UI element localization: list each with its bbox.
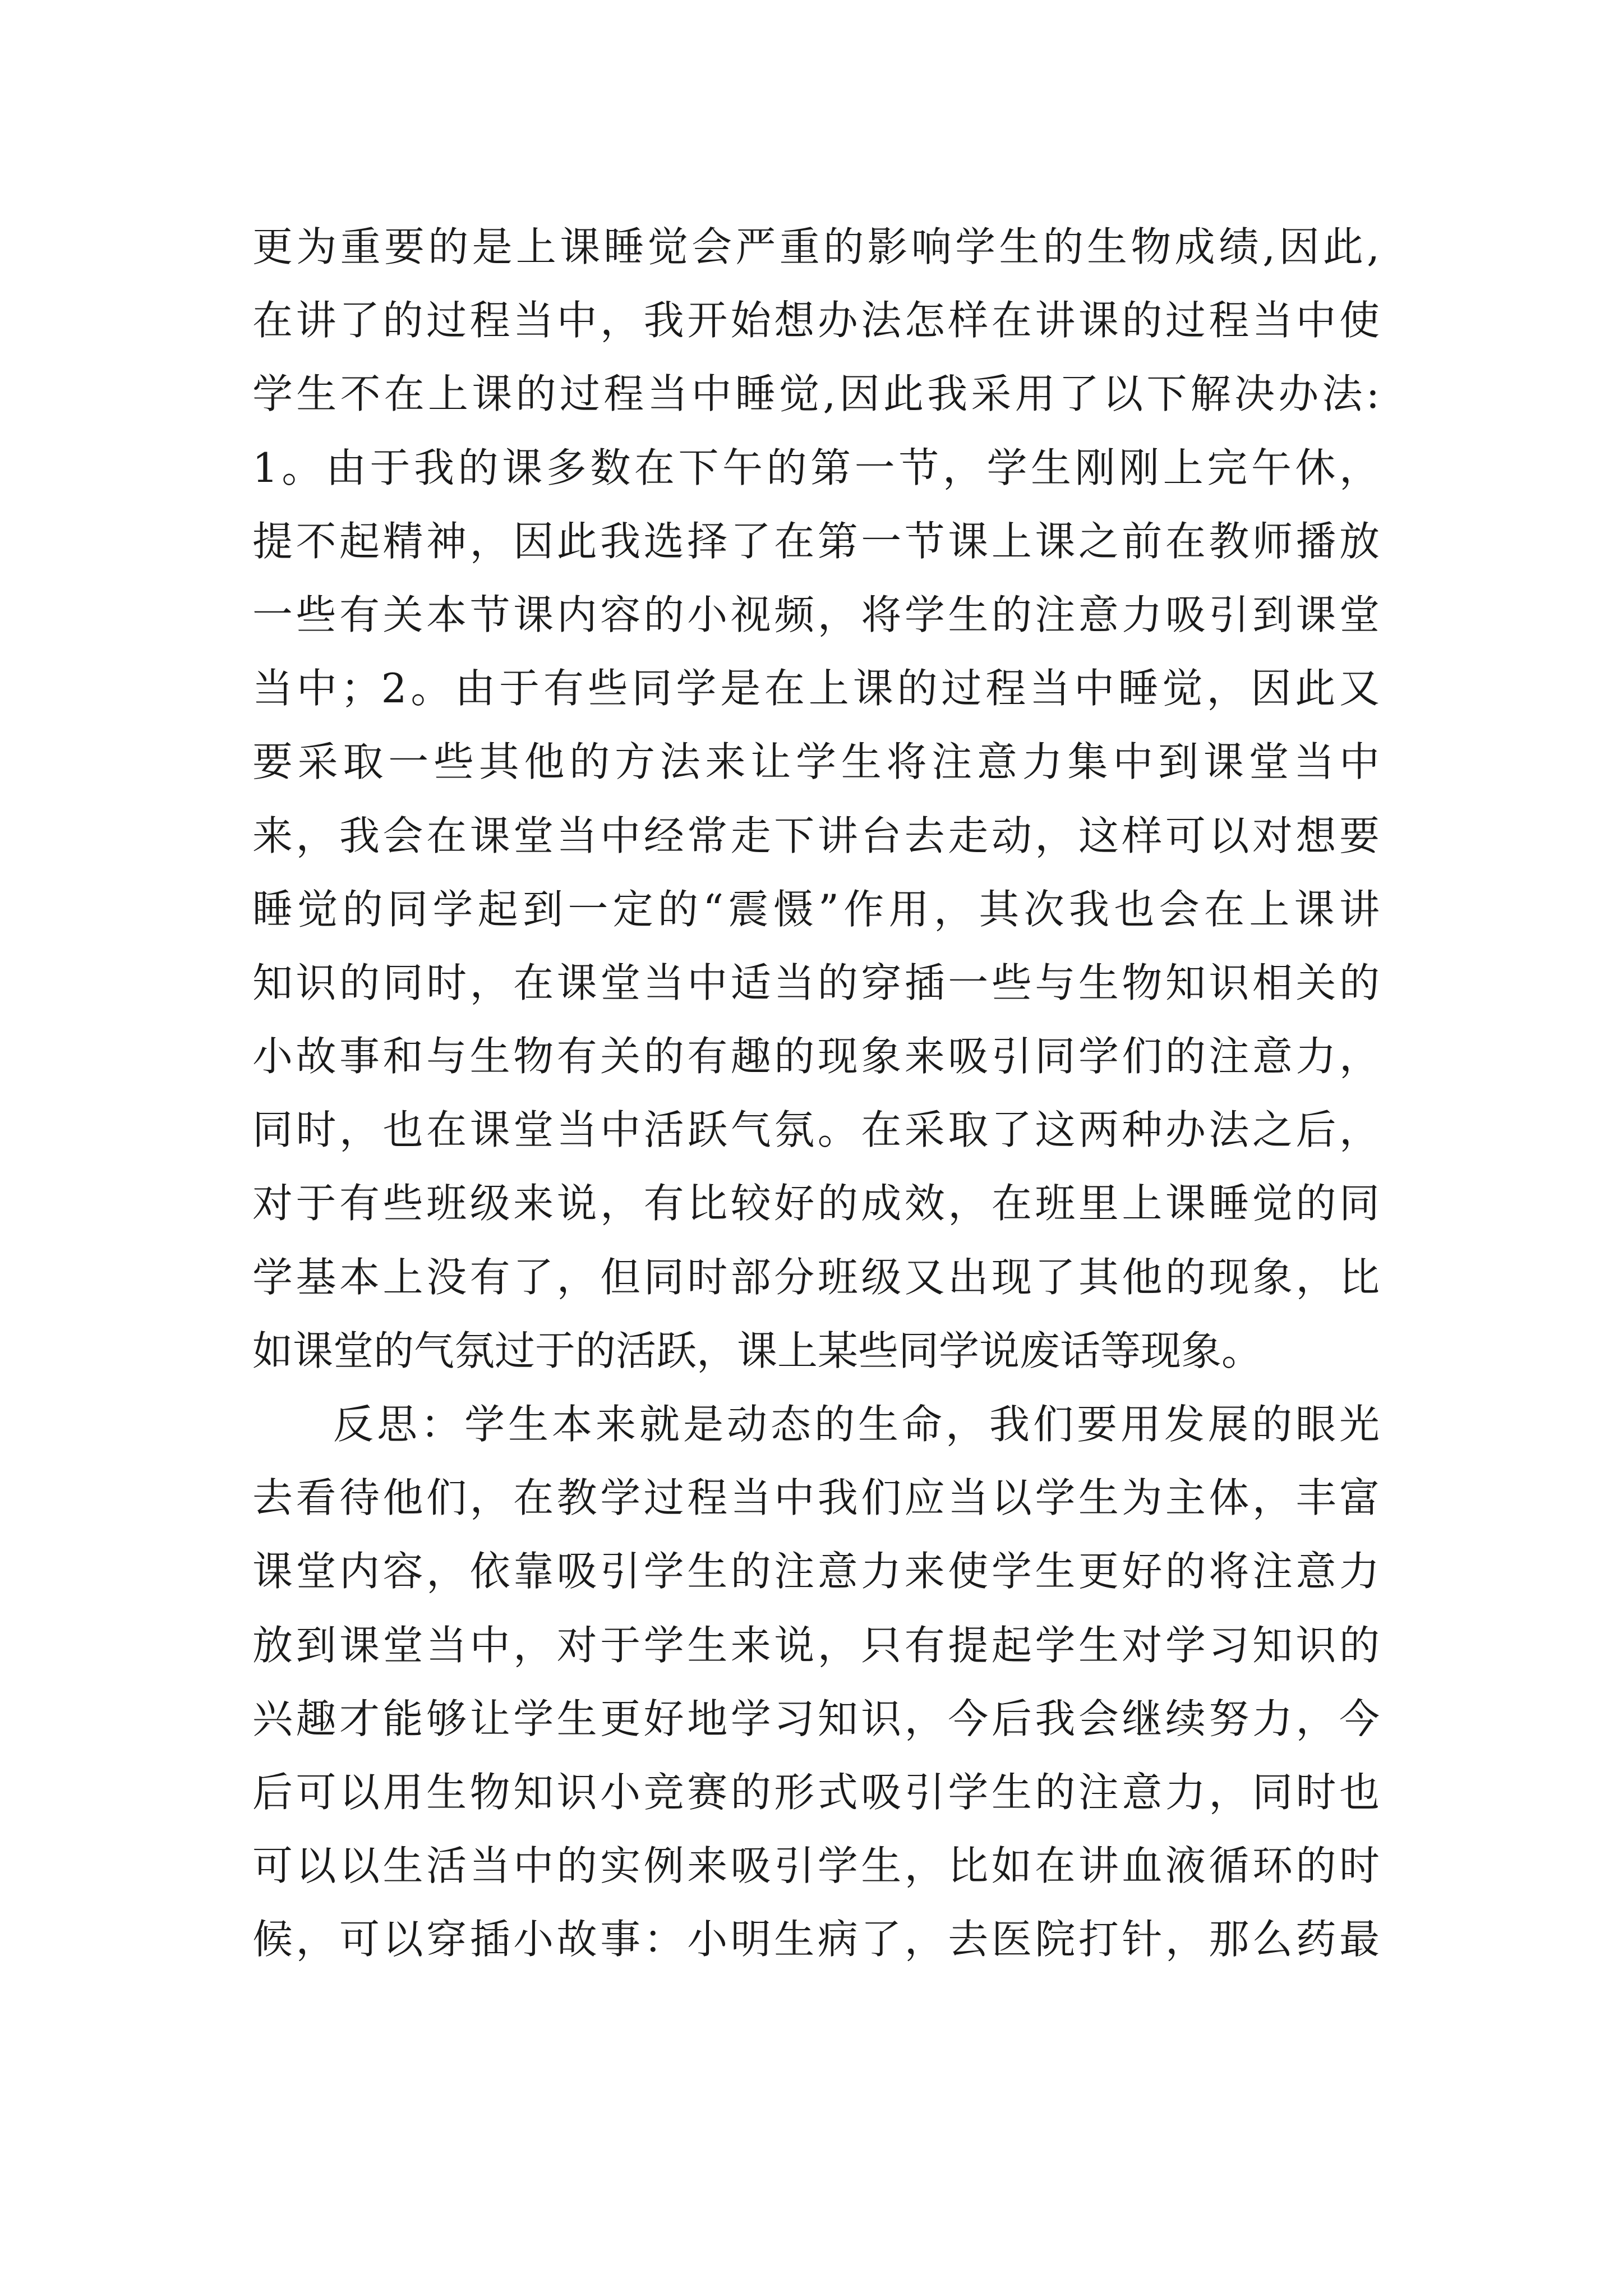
text-line: 要采取一些其他的方法来让学生将注意力集中到课堂当中	[252, 738, 1380, 786]
text-line: 课堂内容，依靠吸引学生的注意力来使学生更好的将注意力	[252, 1548, 1380, 1595]
text-line: 在讲了的过程当中，我开始想办法怎样在讲课的过程当中使	[252, 297, 1380, 344]
text-line: 同时，也在课堂当中活跃气氛。在采取了这两种办法之后，	[252, 1106, 1380, 1154]
text-line: 学生不在上课的过程当中睡觉,因此我采用了以下解决办法:	[252, 370, 1380, 418]
text-line: 候，可以穿插小故事：小明生病了，去医院打针，那么药最	[252, 1916, 1380, 1963]
paragraph-start-line: 反思：学生本来就是动态的生命，我们要用发展的眼光	[333, 1401, 1380, 1448]
text-line: 小故事和与生物有关的有趣的现象来吸引同学们的注意力，	[252, 1033, 1380, 1080]
text-line: 放到课堂当中，对于学生来说，只有提起学生对学习知识的	[252, 1621, 1380, 1669]
text-line: 去看待他们，在教学过程当中我们应当以学生为主体，丰富	[252, 1474, 1380, 1522]
text-line: 可以以生活当中的实例来吸引学生，比如在讲血液循环的时	[252, 1842, 1380, 1890]
text-line: 当中；2。由于有些同学是在上课的过程当中睡觉，因此又	[252, 665, 1380, 712]
text-line: 来，我会在课堂当中经常走下讲台去走动，这样可以对想要	[252, 812, 1380, 859]
text-line: 一些有关本节课内容的小视频，将学生的注意力吸引到课堂	[252, 591, 1380, 638]
text-line: 知识的同时，在课堂当中适当的穿插一些与生物知识相关的	[252, 959, 1380, 1006]
text-line: 提不起精神，因此我选择了在第一节课上课之前在教师播放	[252, 517, 1380, 565]
text-line: 更为重要的是上课睡觉会严重的影响学生的生物成绩,因此,	[252, 223, 1380, 270]
text-line: 兴趣才能够让学生更好地学习知识，今后我会继续努力，今	[252, 1695, 1380, 1742]
paragraph-end-line: 如课堂的气氛过于的活跃，课上某些同学说废话等现象。	[252, 1327, 1262, 1374]
text-line: 后可以用生物知识小竞赛的形式吸引学生的注意力，同时也	[252, 1768, 1380, 1816]
text-line: 1。由于我的课多数在下午的第一节，学生刚刚上完午休，	[252, 444, 1380, 491]
text-line: 睡觉的同学起到一定的“震慑”作用，其次我也会在上课讲	[252, 885, 1380, 933]
text-line: 对于有些班级来说，有比较好的成效，在班里上课睡觉的同	[252, 1180, 1380, 1227]
document-body	[252, 210, 1380, 1977]
text-line: 学基本上没有了，但同时部分班级又出现了其他的现象，比	[252, 1253, 1380, 1301]
